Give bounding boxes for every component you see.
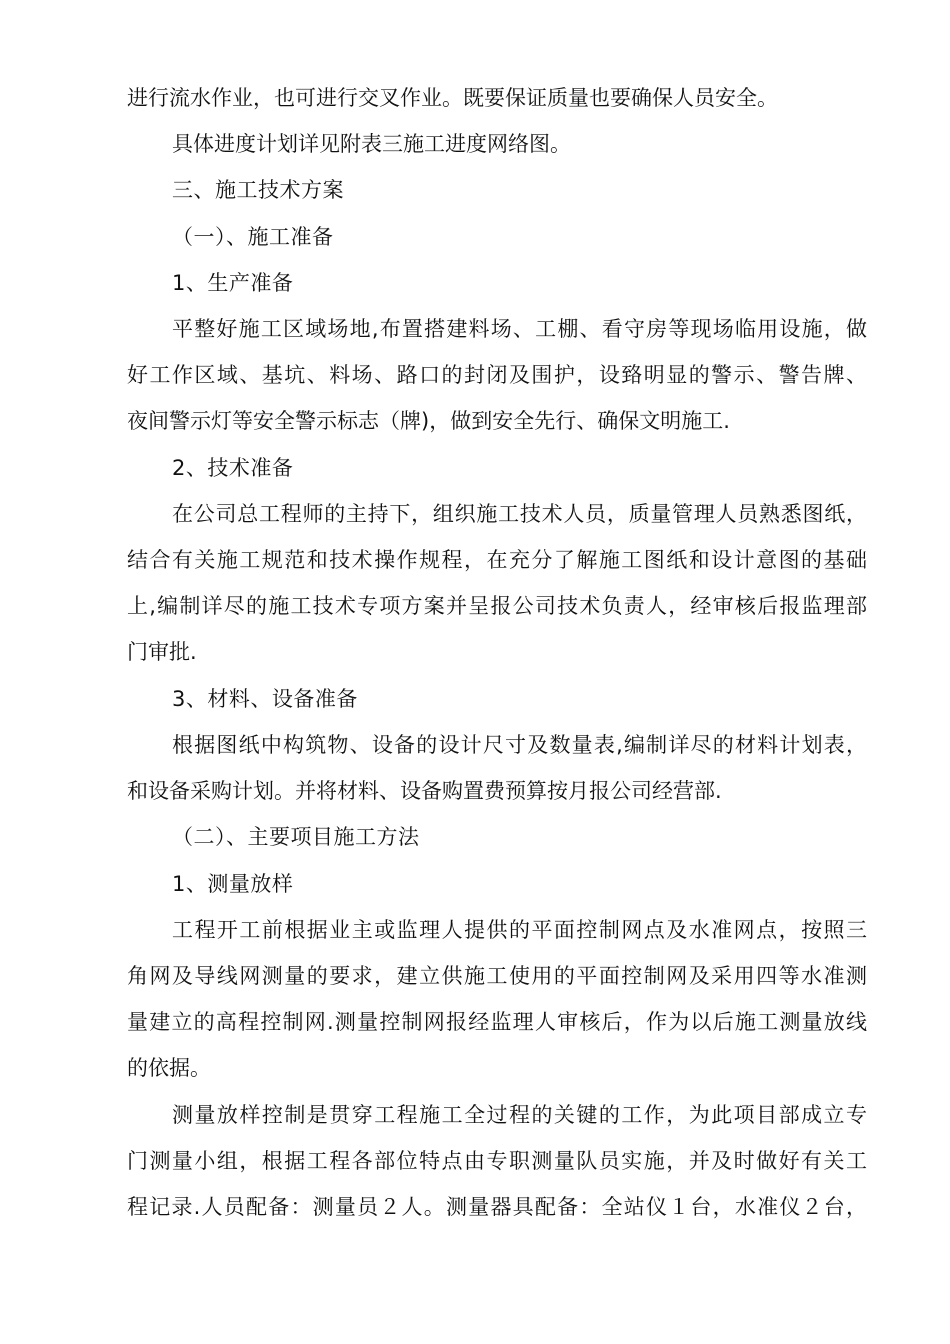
text-line: 门审批.: [127, 640, 197, 664]
text-line: 上,编制详尽的施工技术专项方案并呈报公司技术负责人，经审核后报监理部: [127, 594, 867, 618]
item-heading: 1、测量放样: [172, 872, 294, 896]
item-heading: 1、生产准备: [172, 271, 294, 295]
text-line: 角网及导线网测量的要求，建立供施工使用的平面控制网及采用四等水准测: [127, 964, 867, 988]
section-heading: 三、施工技术方案: [172, 178, 344, 202]
subsection-heading: （二）、主要项目施工方法: [172, 825, 420, 849]
text-line: 进行流水作业，也可进行交叉作业。既要保证质量也要确保人员安全。: [127, 86, 778, 110]
text-line: 具体进度计划详见附表三施工进度网络图。: [172, 132, 571, 156]
text-line: 门测量小组，根据工程各部位特点由专职测量队员实施，并及时做好有关工: [127, 1149, 867, 1173]
text-line: 在公司总工程师的主持下，组织施工技术人员，质量管理人员熟悉图纸，: [172, 502, 867, 526]
text-line: 量建立的高程控制网.测量控制网报经监理人审核后，作为以后施工测量放线: [127, 1010, 867, 1034]
text-line: 夜间警示灯等安全警示标志（牌)，做到安全先行、确保文明施工.: [127, 409, 730, 433]
text-line: 好工作区域、基坑、料场、路口的封闭及围护，设臵明显的警示、警告牌、: [127, 363, 867, 387]
text-line: 测量放样控制是贯穿工程施工全过程的关键的工作，为此项目部成立专: [172, 1103, 867, 1127]
text-line: 工程开工前根据业主或监理人提供的平面控制网点及水准网点，按照三: [172, 918, 867, 942]
subsection-heading: （一）、施工准备: [172, 225, 334, 249]
text-line: 平整好施工区域场地,布置搭建料场、工棚、看守房等现场临用设施，做: [172, 317, 867, 341]
text-line: 程记录.人员配备：测量员２人。测量器具配备：全站仪１台，水准仪２台，: [127, 1195, 867, 1219]
text-line: 根据图纸中构筑物、设备的设计尺寸及数量表,编制详尽的材料计划表，: [172, 733, 867, 757]
text-line: 结合有关施工规范和技术操作规程，在充分了解施工图纸和设计意图的基础: [127, 548, 867, 572]
item-heading: 2、技术准备: [172, 456, 294, 480]
text-line: 和设备采购计划。并将材料、设备购置费预算按月报公司经营部.: [127, 779, 722, 803]
text-line: 的依据。: [127, 1056, 211, 1080]
item-heading: 3、材料、设备准备: [172, 687, 358, 711]
